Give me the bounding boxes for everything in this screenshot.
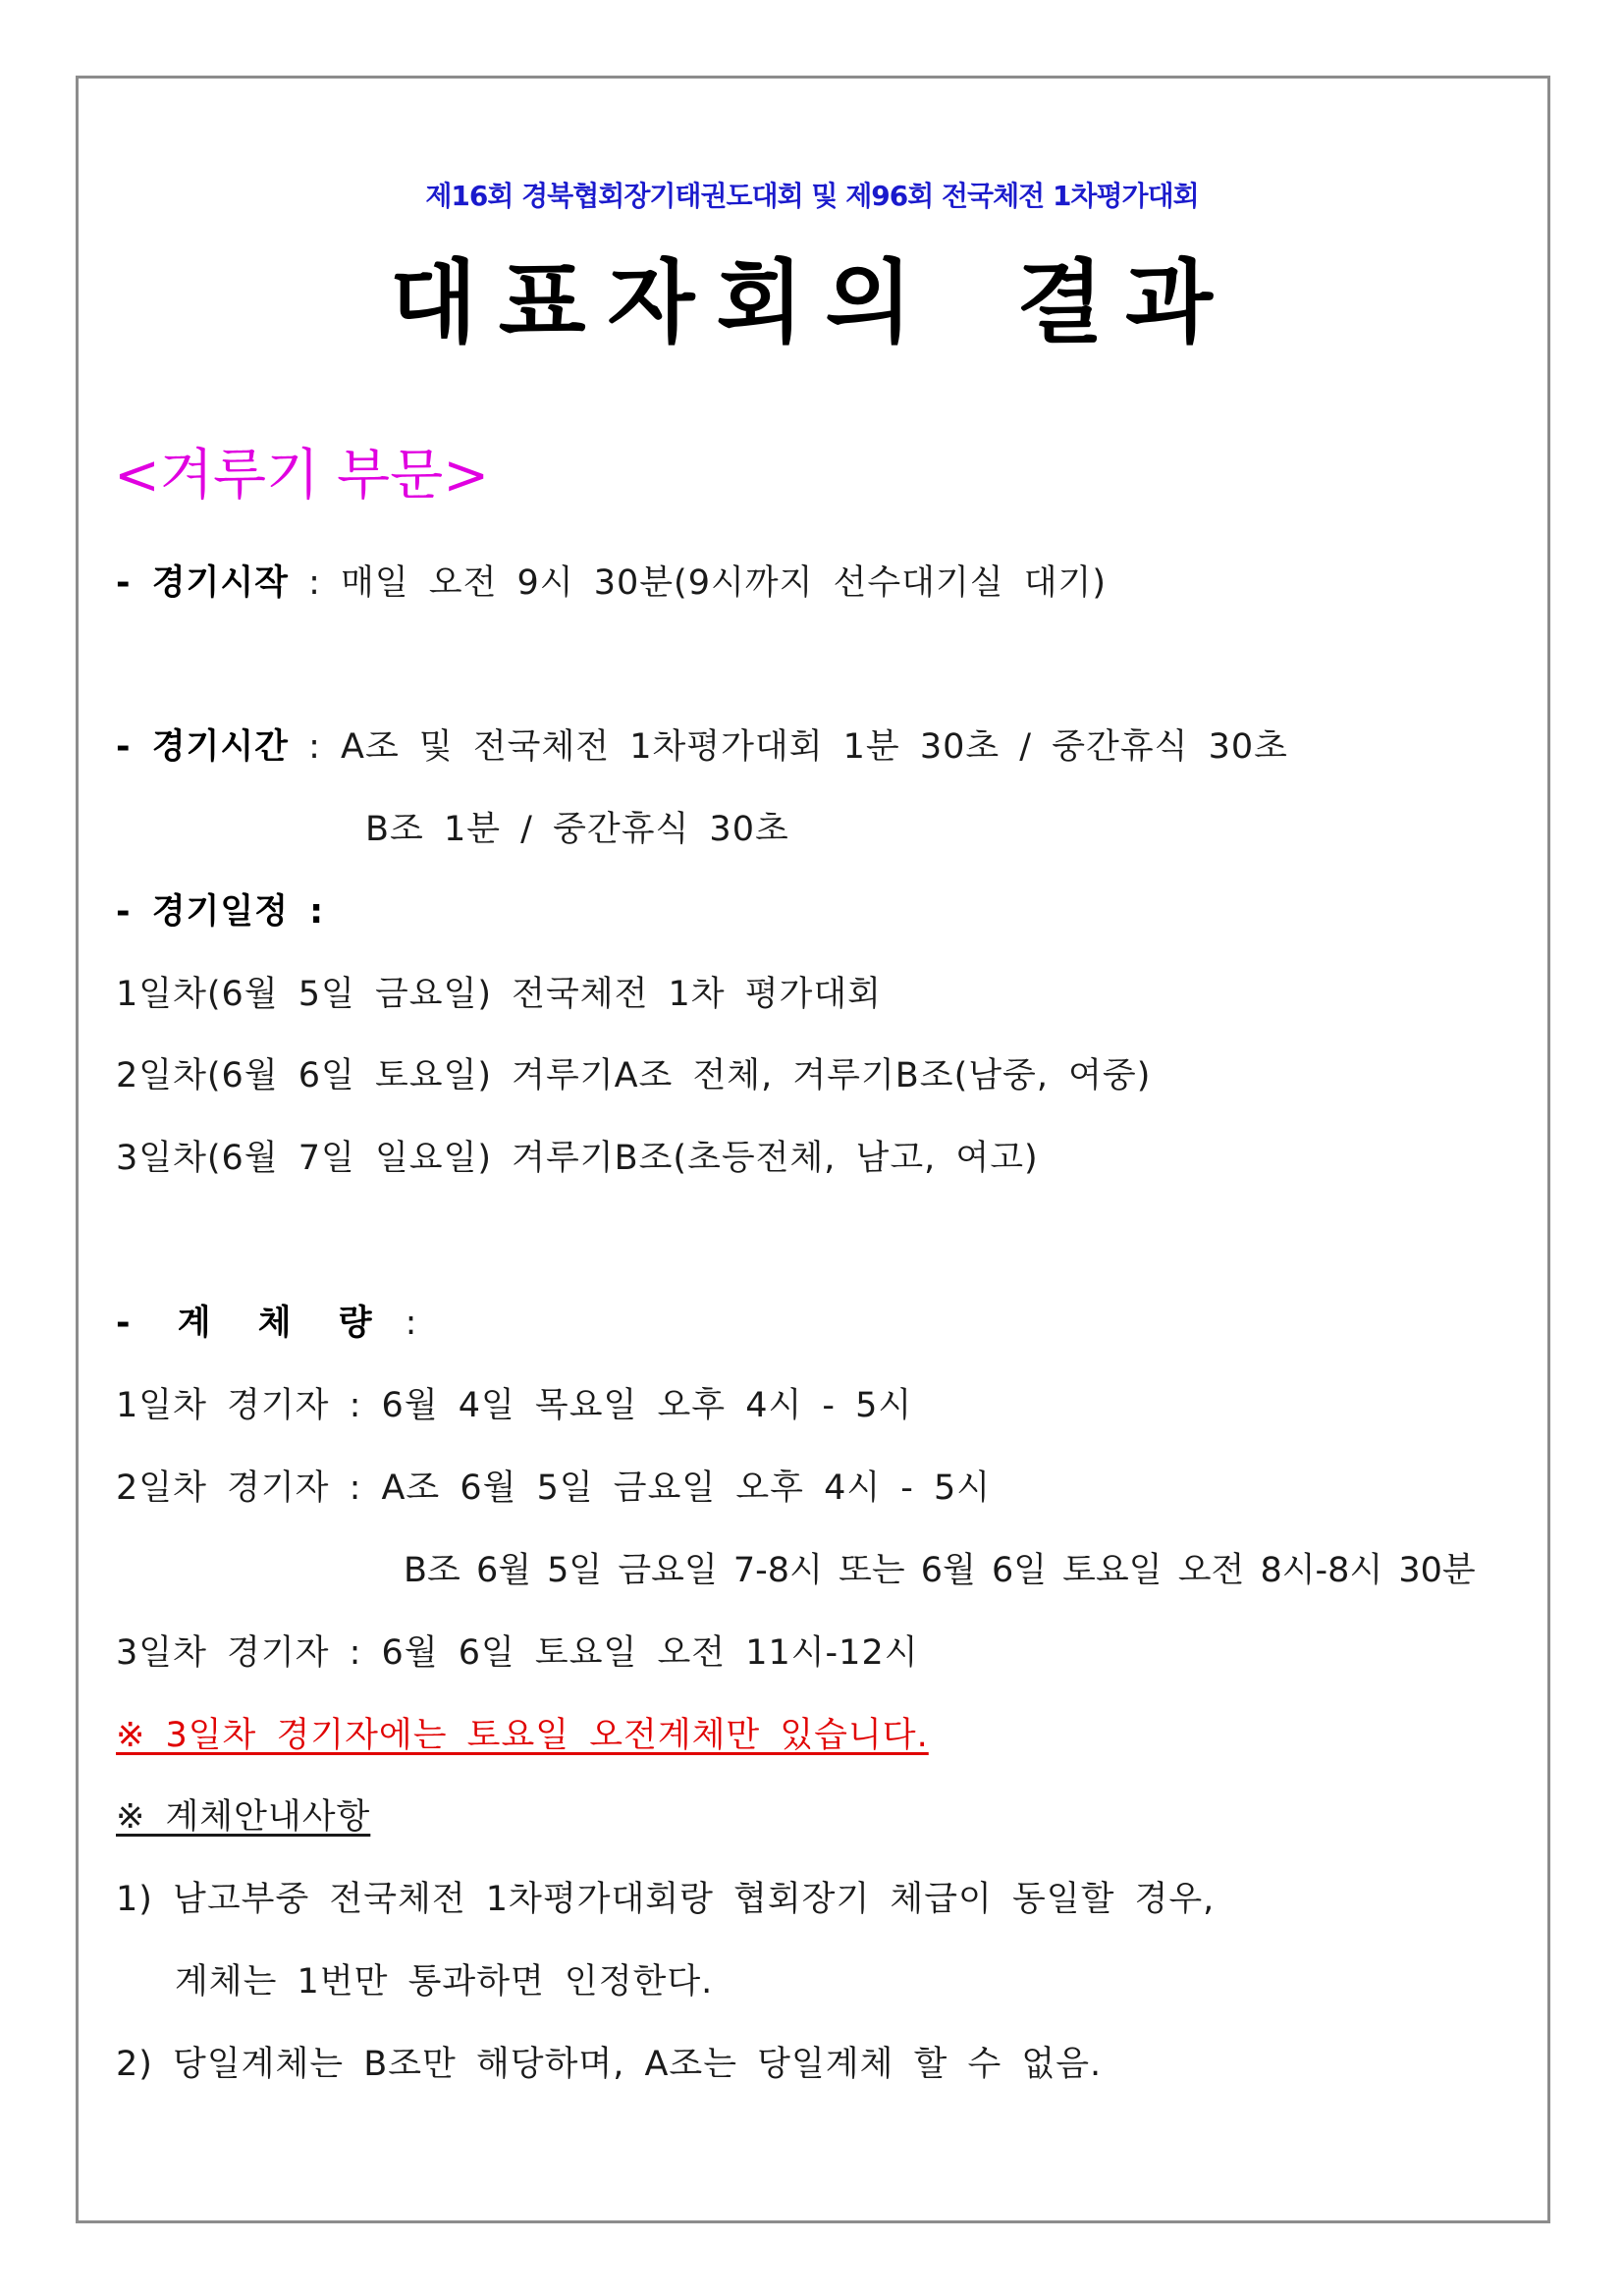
weighin-day-2-b: B조 6월 5일 금요일 7-8시 또는 6월 6일 토요일 오전 8시-8시 30분: [404, 1551, 1476, 1590]
notes-item-2: 2) 당일계체는 B조만 해당하며, A조는 당일계체 할 수 없음.: [116, 2045, 1103, 2084]
event-subtitle: 제16회 경북협회장기태권도대회 및 제96회 전국체전 1차평가대회: [425, 180, 1199, 212]
page-title: 대표자회의 결과: [389, 250, 1235, 355]
match-start-label: - 경기시작: [116, 563, 289, 603]
weighin-label: - 계 체 량: [116, 1304, 386, 1343]
schedule-day-1: 1일차(6월 5일 금요일) 전국체전 1차 평가대회: [116, 975, 882, 1014]
match-duration-value-b: B조 1분 / 중간휴식 30초: [365, 810, 789, 849]
schedule-day-3: 3일차(6월 7일 일요일) 겨루기B조(초등전체, 남고, 여고): [116, 1139, 1039, 1178]
section-heading: <겨루기 부문>: [114, 444, 490, 507]
weighin-day-3: 3일차 경기자 : 6월 6일 토요일 오전 11시-12시: [116, 1633, 919, 1673]
weighin-warning: ※ 3일차 경기자에는 토요일 오전계체만 있습니다.: [116, 1716, 929, 1755]
schedule-label-text: - 경기일정 :: [116, 892, 325, 932]
weighin-colon: :: [405, 1304, 418, 1343]
notes-item-1-line-1: 1) 남고부중 전국체전 1차평가대회랑 협회장기 체급이 동일할 경우,: [116, 1880, 1216, 1919]
schedule-label: [116, 884, 324, 934]
notes-heading: ※ 계체안내사항: [116, 1797, 371, 1837]
match-duration-label: - 경기시간: [116, 727, 289, 767]
match-duration-row: [116, 720, 1288, 769]
match-start-value: : 매일 오전 9시 30분(9시까지 선수대기실 대기): [308, 563, 1107, 603]
notes-item-1-line-2: 계체는 1번만 통과하면 인정한다.: [175, 1962, 714, 2002]
match-start-row: [116, 556, 1107, 605]
weighin-day-2-a: 2일차 경기자 : A조 6월 5일 금요일 오후 4시 - 5시: [116, 1468, 992, 1508]
weighin-row: [116, 1296, 417, 1345]
match-duration-value-a: : A조 및 전국체전 1차평가대회 1분 30초 / 중간휴식 30초: [308, 727, 1288, 767]
schedule-day-2: 2일차(6월 6일 토요일) 겨루기A조 전체, 겨루기B조(남중, 여중): [116, 1056, 1152, 1095]
weighin-day-1: 1일차 경기자 : 6월 4일 목요일 오후 4시 - 5시: [116, 1386, 913, 1425]
